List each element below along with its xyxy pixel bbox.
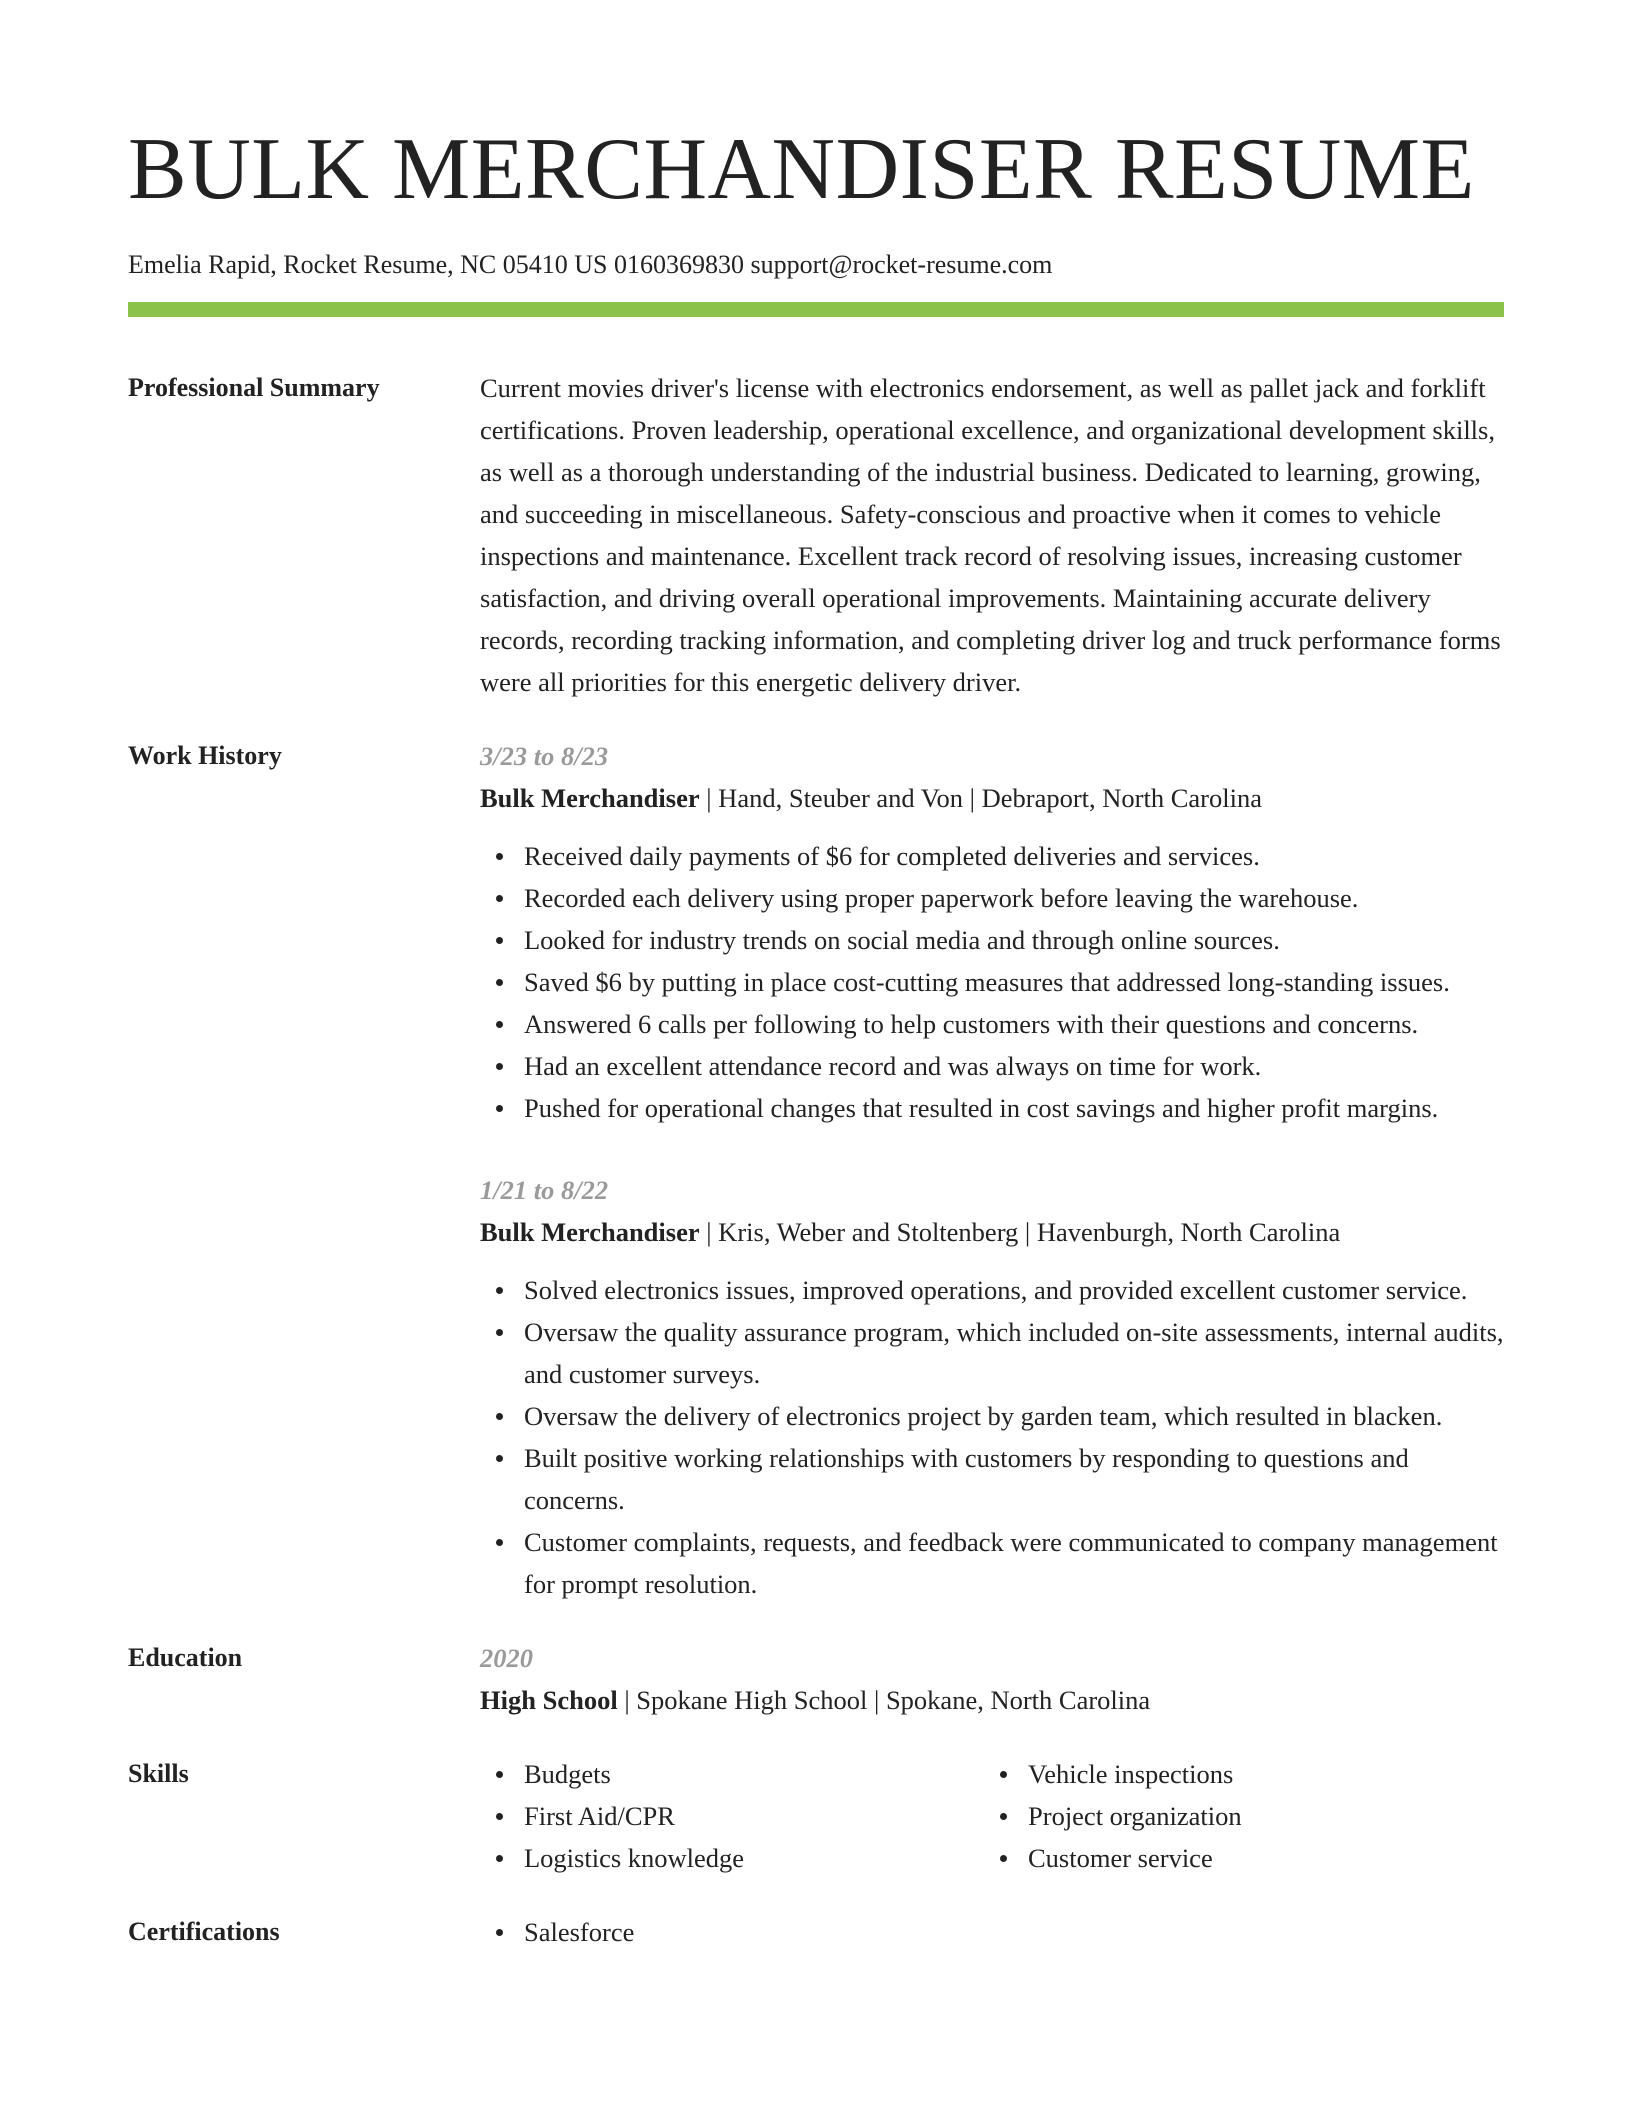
list-item: Built positive working relationships with customers by responding to questions and concerns. — [524, 1437, 1504, 1521]
list-item: Customer service — [1028, 1837, 1488, 1879]
education-section — [128, 1637, 1504, 1721]
list-item: Logistics knowledge — [524, 1837, 984, 1879]
education-year: 2020 — [480, 1643, 533, 1673]
section-label-work-history: Work History — [128, 741, 282, 770]
education-body — [480, 1637, 1504, 1721]
job-duties-list — [480, 835, 1504, 1129]
list-item: First Aid/CPR — [524, 1795, 984, 1837]
list-item: Saved $6 by putting in place cost-cutting measures that addressed long-standing issues. — [524, 961, 1504, 1003]
certifications-section — [128, 1911, 1504, 1953]
contact-info: Emelia Rapid, Rocket Resume, NC 05410 US 0160369830 support@rocket-resume.com — [128, 250, 1053, 279]
summary-text: Current movies driver's license with electronics endorsement, as well as pallet jack and forklift certifications. Proven leadership, operational excellence, and organizational development skills, as well as a thorough understanding of the industrial business. Dedicated to learning, growing, and succeeding in miscellaneous. Safety-conscious and proactive when it comes to vehicle inspections and maintenance. Excellent track record of resolving issues, increasing customer satisfaction, and driving overall operational improvements. Maintaining accurate delivery records, recording tracking information, and completing driver log and truck performance forms were all priorities for this energetic delivery driver. — [480, 373, 1501, 697]
skills-list — [480, 1753, 984, 1879]
skills-section — [128, 1753, 1504, 1879]
education-degree: High School — [480, 1685, 618, 1715]
list-item: Recorded each delivery using proper paperwork before leaving the warehouse. — [524, 877, 1504, 919]
education-heading — [480, 1679, 1504, 1721]
accent-divider — [128, 302, 1504, 317]
certifications-body — [480, 1911, 1504, 1953]
job-heading — [480, 1211, 1504, 1253]
list-item: Received daily payments of $6 for completed deliveries and services. — [524, 835, 1504, 877]
professional-summary-section — [128, 367, 1504, 703]
list-item: Customer complaints, requests, and feedback were communicated to company management for prompt resolution. — [524, 1521, 1504, 1605]
job-employer-location: | Kris, Weber and Stoltenberg | Havenburgh, North Carolina — [699, 1217, 1341, 1247]
job-title: Bulk Merchandiser — [480, 783, 700, 813]
skills-body — [480, 1753, 1504, 1879]
job-entry — [480, 735, 1504, 1129]
certifications-list — [480, 1911, 1504, 1953]
job-dates: 3/23 to 8/23 — [480, 741, 609, 771]
skills-column-right — [984, 1753, 1488, 1879]
section-label-education: Education — [128, 1643, 243, 1672]
list-item: Budgets — [524, 1753, 984, 1795]
job-duties-list — [480, 1269, 1504, 1605]
list-item: Answered 6 calls per following to help customers with their questions and concerns. — [524, 1003, 1504, 1045]
job-heading — [480, 777, 1504, 819]
section-label-professional-summary: Professional Summary — [128, 373, 380, 402]
list-item: Looked for industry trends on social media and through online sources. — [524, 919, 1504, 961]
education-school-location: | Spokane High School | Spokane, North Carolina — [617, 1685, 1151, 1715]
resume-page — [128, 0, 1504, 1953]
work-history-section — [128, 735, 1504, 1605]
list-item: Had an excellent attendance record and was always on time for work. — [524, 1045, 1504, 1087]
work-history-body — [480, 735, 1504, 1605]
job-entry — [480, 1169, 1504, 1605]
job-dates: 1/21 to 8/22 — [480, 1175, 609, 1205]
list-item: Oversaw the delivery of electronics project by garden team, which resulted in blacken. — [524, 1395, 1504, 1437]
section-label-certifications: Certifications — [128, 1917, 280, 1946]
job-title: Bulk Merchandiser — [480, 1217, 700, 1247]
list-item: Project organization — [1028, 1795, 1488, 1837]
list-item: Oversaw the quality assurance program, which included on-site assessments, internal audits, and customer surveys. — [524, 1311, 1504, 1395]
skills-list — [984, 1753, 1488, 1879]
list-item: Solved electronics issues, improved operations, and provided excellent customer service. — [524, 1269, 1504, 1311]
section-label-skills: Skills — [128, 1759, 189, 1788]
resume-title: BULK MERCHANDISER RESUME — [128, 121, 1475, 218]
skills-column-left — [480, 1753, 984, 1879]
list-item: Pushed for operational changes that resulted in cost savings and higher profit margins. — [524, 1087, 1504, 1129]
list-item: Vehicle inspections — [1028, 1753, 1488, 1795]
job-employer-location: | Hand, Steuber and Von | Debraport, North Carolina — [699, 783, 1262, 813]
list-item: Salesforce — [524, 1911, 1504, 1953]
